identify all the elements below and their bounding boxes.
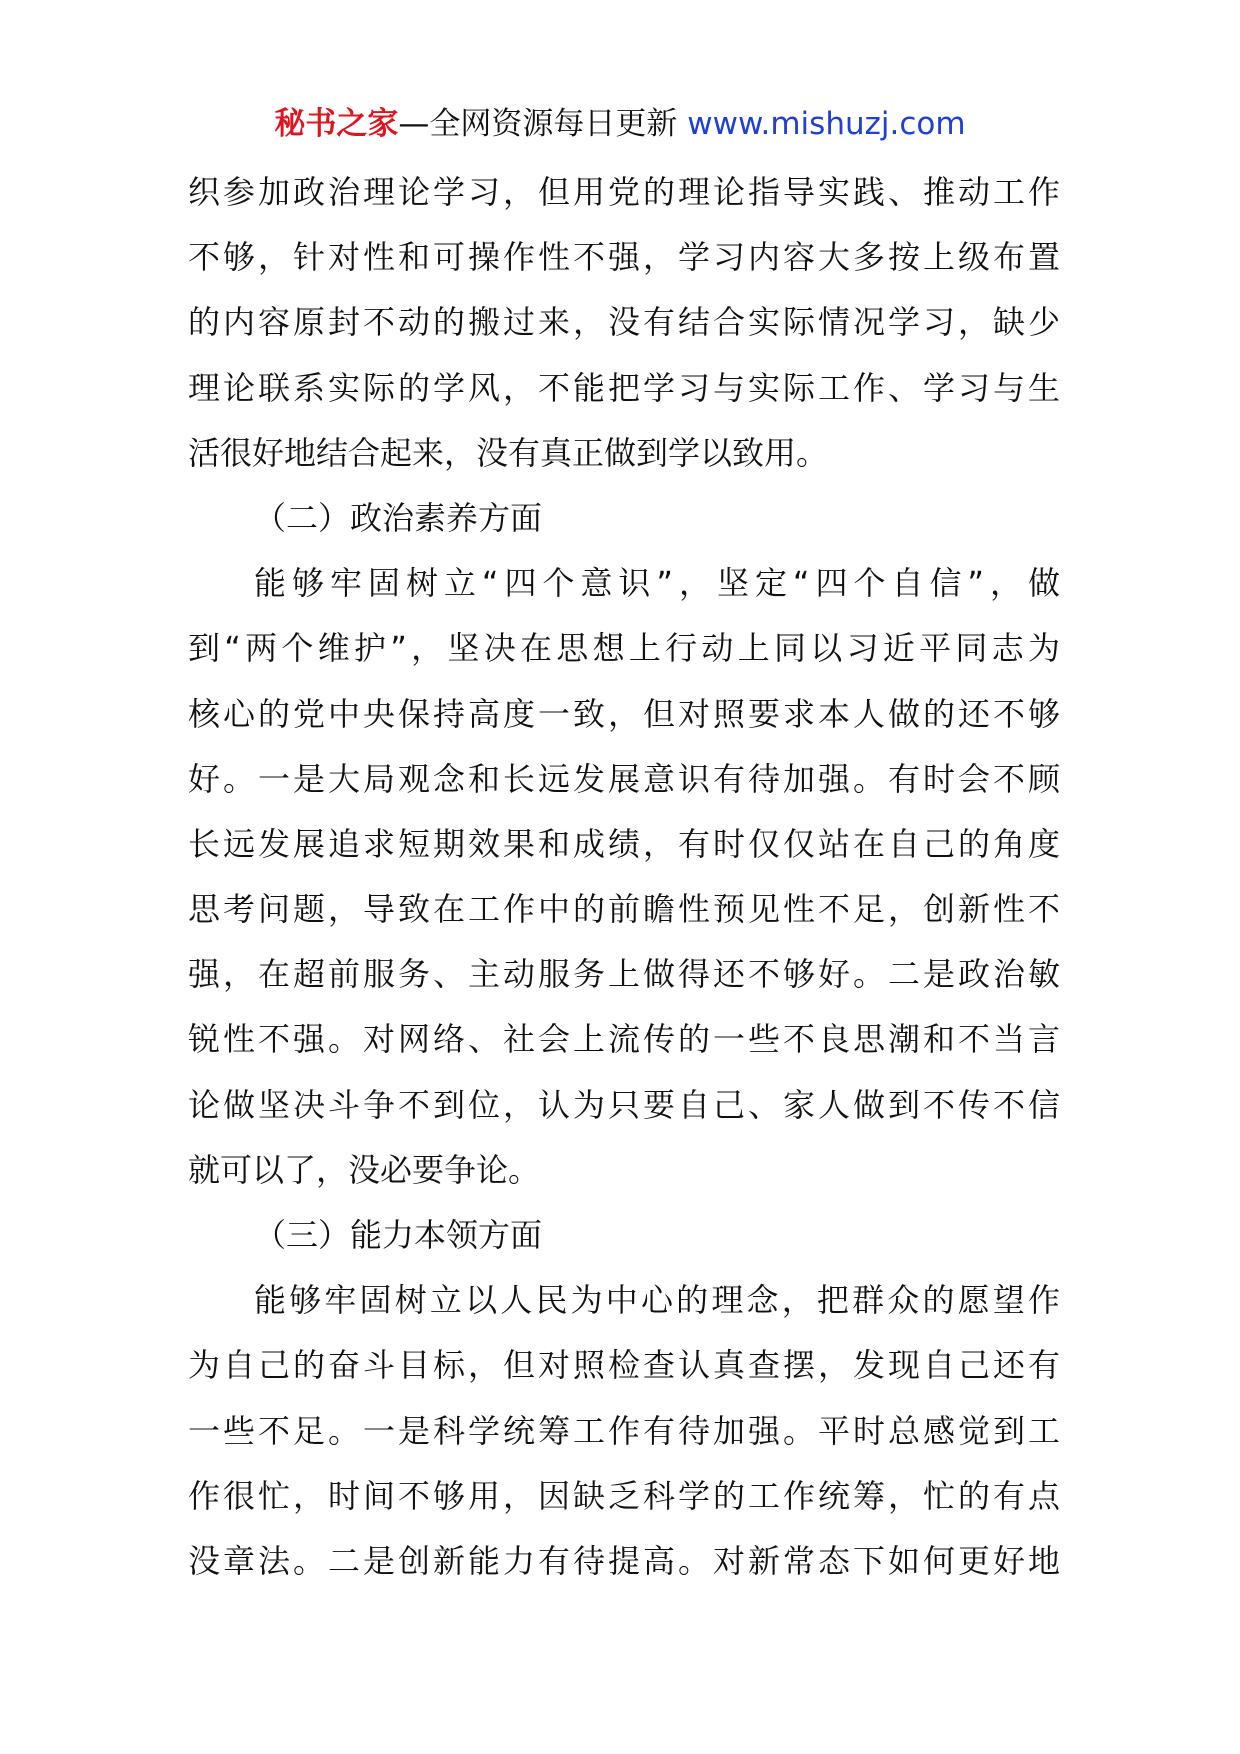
text-line: 织参加政治理论学习，但用党的理论指导实践、推动工作 [188,173,1060,211]
brand-name: 秘书之家 [274,106,399,142]
text-line: 为自己的奋斗目标，但对照检查认真查摆，发现自己还有 [188,1346,1060,1385]
text-line: 能够牢固树立以人民为中心的理念，把群众的愿望作 [254,1281,1060,1320]
text-line: 长远发展追求短期效果和成绩，有时仅仅站在自己的角度 [188,824,1060,863]
text-line: 理论联系实际的学风，不能把学习与实际工作、学习与生 [188,368,1060,407]
text-line: 思考问题，导致在工作中的前瞻性预见性不足，创新性不 [188,890,1060,929]
text-line: 没章法。二是创新能力有待提高。对新常态下如何更好地 [188,1541,1060,1580]
text-line: 锐性不强。对网络、社会上流传的一些不良思潮和不当言 [188,1020,1060,1059]
text-line: （二）政治素养方面 [254,498,543,537]
text-line: （三）能力本领方面 [254,1216,543,1254]
text-line: 好。一是大局观念和长远发展意识有待加强。有时会不顾 [188,759,1060,798]
header-tagline: —全网资源每日更新 [398,106,688,142]
text-line: 一些不足。一是科学统筹工作有待加强。平时总感觉到工 [188,1411,1060,1450]
header-url-link[interactable]: www.mishuzj.com [687,106,966,142]
text-line: 强，在超前服务、主动服务上做得还不够好。二是政治敏 [188,955,1060,994]
text-line: 不够，针对性和可操作性不强，学习内容大多按上级布置 [188,238,1060,277]
text-line: 到“两个维护”，坚决在思想上行动上同以习近平同志为 [188,629,1060,668]
text-line: 就可以了，没必要争论。 [188,1150,541,1189]
text-line: 能够牢固树立“四个意识”，坚定“四个自信”，做 [254,564,1060,603]
text-line: 活很好地结合起来，没有真正做到学以致用。 [188,433,829,472]
page-header [0,100,1240,148]
text-line: 的内容原封不动的搬过来，没有结合实际情况学习，缺少 [188,303,1060,342]
document-body [188,160,1060,1594]
text-line: 作很忙，时间不够用，因缺乏科学的工作统筹，忙的有点 [188,1476,1060,1515]
text-line: 核心的党中央保持高度一致，但对照要求本人做的还不够 [188,694,1060,733]
text-line: 论做坚决斗争不到位，认为只要自己、家人做到不传不信 [188,1085,1060,1124]
